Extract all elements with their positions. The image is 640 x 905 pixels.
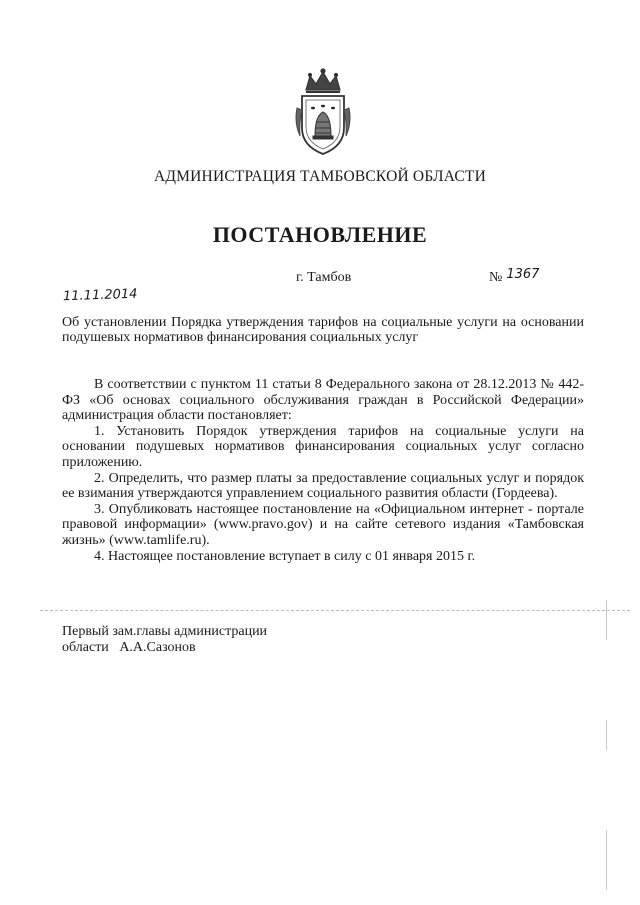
body-item-4: 4. Настоящее постановление вступает в силу с 01 января 2015 г. [94,548,476,564]
scan-edge-mark [606,600,607,640]
document-number [489,267,540,286]
number-label: № [489,270,503,285]
body-item-1: 1. Установить Порядок утверждения тарифов на социальные услуги на основании подушевых нормативов финансирования социальных услуг согласно приложению. [62,423,584,470]
scan-edge-mark [606,830,607,890]
document-date: 11.11.2014 [62,286,138,305]
document-subject: Об установлении Порядка утверждения тарифов на социальные услуги на основании подушевых нормативов финансирования социальных услуг [62,315,584,345]
number-value: 1367 [506,267,540,282]
document-type: ПОСТАНОВЛЕНИЕ [212,222,428,247]
city: г. Тамбов [296,270,352,285]
signer-name: А.А.Сазонов [119,640,196,655]
document-body [62,377,584,564]
preamble: В соответствии с пунктом 11 статьи 8 Федерального закона от 28.12.2013 № 442-ФЗ «Об основах социального обслуживания граждан в Российской Федерации» администрация области постановляет: [62,377,584,424]
organization-name: АДМИНИСТРАЦИЯ ТАМБОВСКОЙ ОБЛАСТИ [154,168,486,185]
body-item-3: 3. Опубликовать настоящее постановление на «Официальном интернет - портале правовой информации» (www.pravo.gov) и на сайте сетевого издания «Тамбовская жизнь» (www.tamlife.ru). [62,501,584,548]
body-item-2: 2. Определить, что размер платы за предоставление социальных услуг и порядок ее взимания утверждаются управлением социального развития области (Гордеева). [62,470,584,502]
signature-block [62,624,267,656]
scan-edge-mark [606,720,607,750]
signer-position: Первый зам.главы администрации [62,624,268,639]
scan-artifact-line [40,610,630,612]
signer-position-cont: области А.А.Сазонов [62,640,196,655]
coat-of-arms-icon [294,68,352,156]
